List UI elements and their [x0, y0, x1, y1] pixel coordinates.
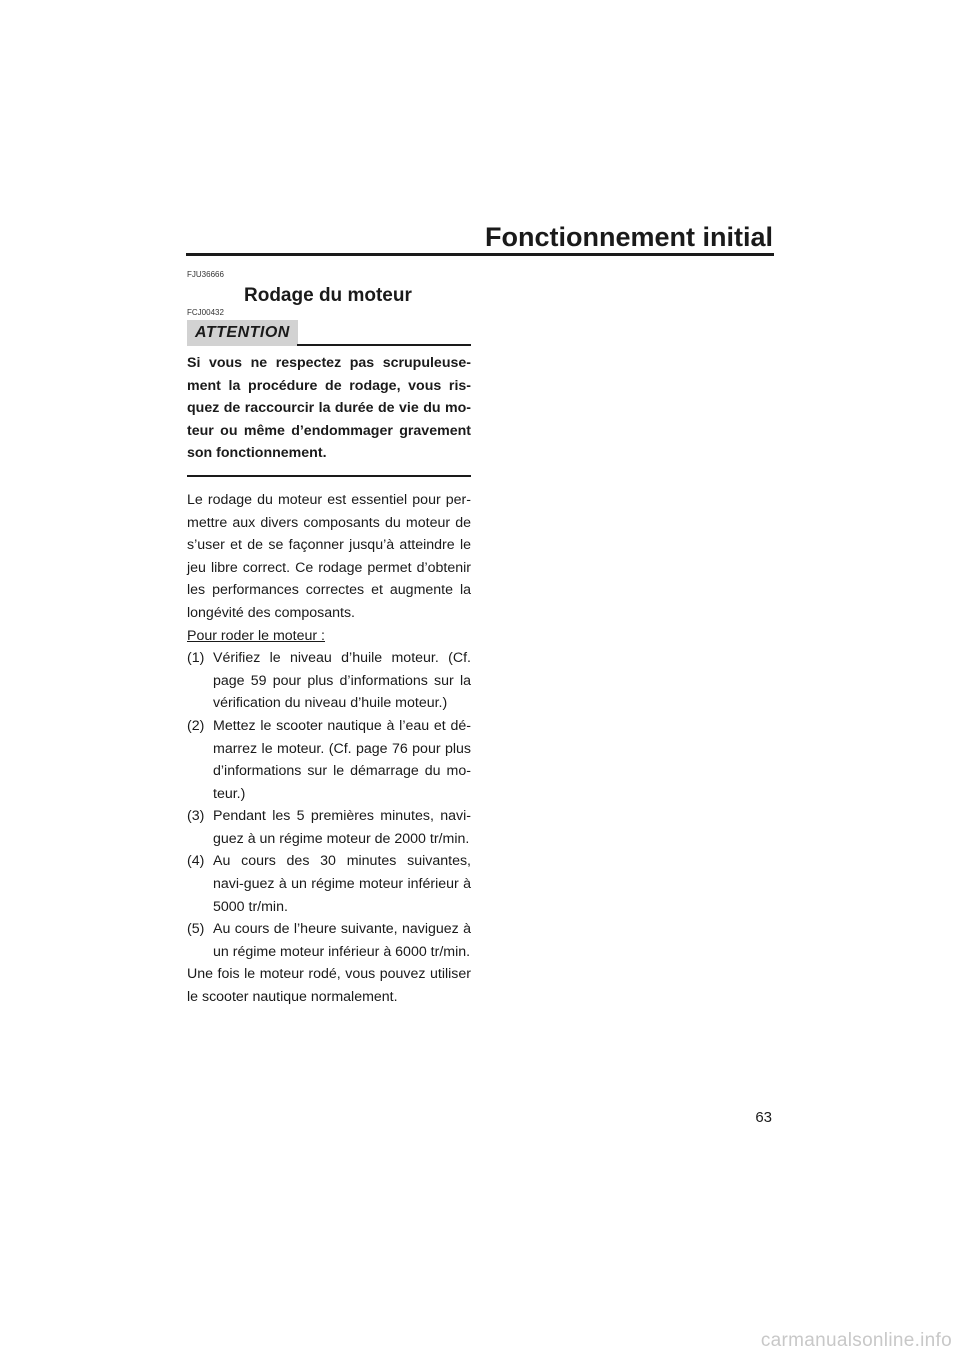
- step-text: Pendant les 5 premières minutes, navi-guez à un régime moteur de 2000 tr/min.: [213, 808, 471, 847]
- attention-rule: [297, 344, 471, 346]
- list-item: [187, 647, 471, 715]
- list-item: [187, 805, 471, 850]
- steps-list: [187, 647, 471, 963]
- attention-header: [187, 318, 471, 348]
- closing-paragraph: Une fois le moteur rodé, vous pouvez utiliser le scooter nautique normalement.: [187, 966, 471, 1006]
- step-text: Vérifiez le niveau d’huile moteur. (Cf. page 59 pour plus d’informations sur la vérification du niveau d’huile moteur.): [213, 650, 471, 712]
- content-column: [187, 270, 471, 1009]
- list-item: [187, 918, 471, 963]
- step-text: Au cours des 30 minutes suivantes, navi-guez à un régime moteur inférieur à 5000 tr/min.: [213, 853, 471, 915]
- page-number: 63: [755, 1109, 772, 1126]
- list-item: [187, 715, 471, 805]
- intro-paragraph: Le rodage du moteur est essentiel pour per-mettre aux divers composants du moteur de s’user et de se façonner jusqu’à atteindre le jeu libre correct. Ce rodage permet d’obtenir les performances correctes et augmente la longévité des composants.: [187, 491, 471, 621]
- attention-label: ATTENTION: [187, 320, 298, 346]
- steps-heading: Pour roder le moteur :: [187, 627, 325, 644]
- step-text: Au cours de l’heure suivante, naviguez à un régime moteur inférieur à 6000 tr/min.: [213, 921, 471, 960]
- step-number: (1): [187, 650, 205, 667]
- step-number: (5): [187, 921, 205, 938]
- step-number: (4): [187, 853, 205, 870]
- step-number: (3): [187, 808, 205, 825]
- step-text: Mettez le scooter nautique à l’eau et dé-marrez le moteur. (Cf. page 76 pour plus d’informations sur le démarrage du mo-teur.): [213, 717, 471, 802]
- section-title: Rodage du moteur: [244, 285, 412, 306]
- section-code: FJU36666: [187, 270, 224, 279]
- header-rule: [186, 253, 774, 256]
- list-item: [187, 850, 471, 918]
- attention-code: FCJ00432: [187, 308, 224, 317]
- step-number: (2): [187, 717, 205, 734]
- page-header-title: Fonctionnement initial: [485, 222, 773, 252]
- watermark: carmanualsonline.info: [760, 1330, 952, 1351]
- attention-text: Si vous ne respectez pas scrupuleuse-ment la procédure de rodage, vous ris-quez de raccourcir la durée de vie du mo-teur ou même d’endommager gravement son fonctionnement.: [187, 352, 471, 477]
